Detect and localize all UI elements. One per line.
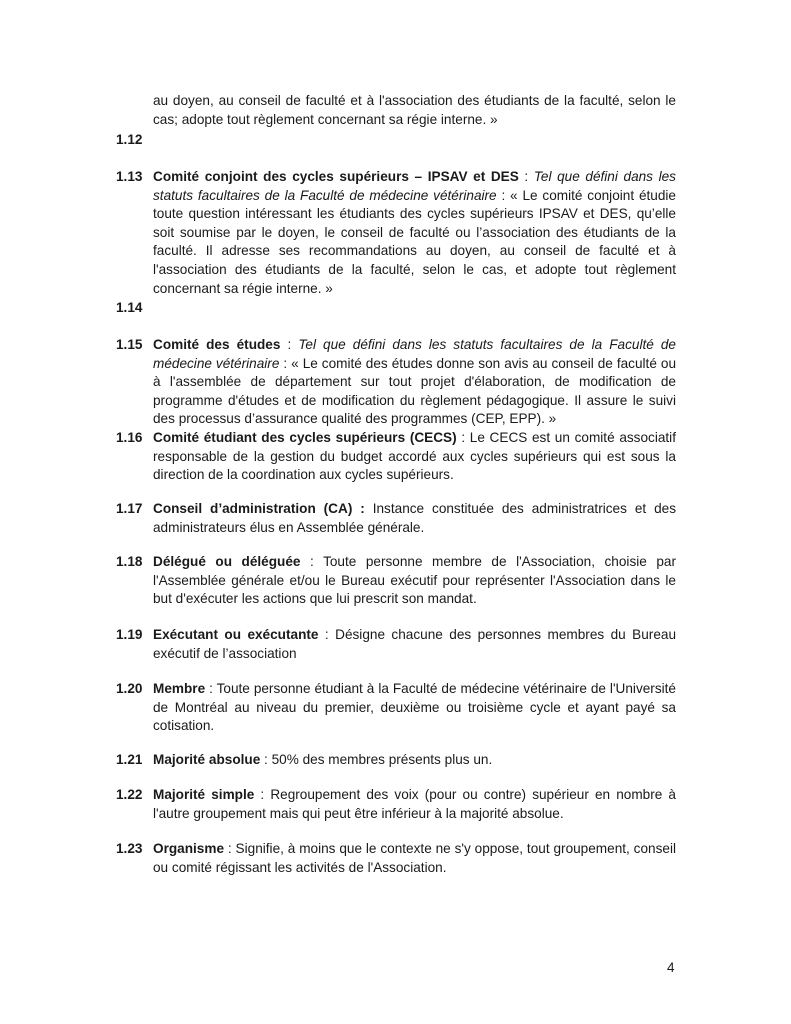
item-text: Instance constituée des administratrices et des administrateurs élus en Assemblée générale. <box>153 501 676 535</box>
item-number: 1.19 <box>116 627 143 642</box>
definition-item-1-15 <box>116 336 676 429</box>
item-reference: Tel que défini dans les statuts facultaires de la Faculté de médecine vétérinaire <box>153 337 676 371</box>
item-text: Toute personne membre de l'Association, choisie par l'Assemblée générale et/ou le Bureau exécutif pour représenter l'Association dans le but d'exécuter les actions que lui prescrit son mandat. <box>153 554 676 607</box>
definition-item-1-13 <box>116 168 676 298</box>
separator: : <box>205 681 217 696</box>
definition-item-1-22 <box>116 786 676 823</box>
separator: : <box>260 752 272 767</box>
definition-item-1-20 <box>116 680 676 736</box>
item-term: Organisme <box>153 841 225 856</box>
item-number: 1.17 <box>116 501 143 516</box>
item-term: Comité étudiant des cycles supérieurs (CECS) <box>153 430 457 445</box>
item-text: Regroupement des voix (pour ou contre) supérieur en nombre à l'autre groupement mais qui peut être inférieur à la majorité absolue. <box>153 787 676 821</box>
item-number: 1.21 <box>116 752 143 767</box>
item-text: : « Le comité conjoint étudie toute question intéressant les étudiants des cycles supérieurs IPSAV et DES, qu’elle soit soumise par le doyen, le conseil de faculté ou l’association des étudiants de la faculté. Il adresse ses recommandations au doyen, au conseil de faculté et à l'association des étudiants de la faculté, selon le cas, et adopte tout règlement concernant sa régie interne. » <box>153 187 676 296</box>
item-number: 1.16 <box>116 430 143 445</box>
item-text: 50% des membres présents plus un. <box>271 752 493 767</box>
separator: : <box>224 841 236 856</box>
separator: : <box>456 430 470 445</box>
item-number: 1.18 <box>116 554 143 569</box>
item-text: Le CECS est un comité associatif responsable de la gestion du budget accordé aux cycles supérieurs qui est sous la direction de la coordination aux cycles supérieurs. <box>153 430 676 483</box>
item-term: Majorité absolue <box>153 752 261 767</box>
item-number: 1.14 <box>116 300 143 315</box>
item-term: Membre <box>153 681 206 696</box>
definition-item-1-21 <box>116 751 676 770</box>
separator: : <box>318 627 336 642</box>
item-term: Comité conjoint des cycles supérieurs – IPSAV et DES <box>153 169 519 184</box>
item-number: 1.20 <box>116 681 143 696</box>
definition-item-1-12 <box>116 131 676 150</box>
item-term: Délégué ou déléguée <box>153 554 301 569</box>
definition-item-1-23 <box>116 840 676 877</box>
item-text: Signifie, à moins que le contexte ne s'y oppose, tout groupement, conseil ou comité régissant les activités de l'Association. <box>153 841 676 875</box>
item-term: Comité des études <box>153 337 281 352</box>
item-text: : « Le comité des études donne son avis au conseil de faculté ou à l'assemblée de département sur tout projet d'élaboration, de modification de programme d'études et de modification du règlement pédagogique. Il assure le suivi des processus d’assurance qualité des programmes (CEP, EPP). » <box>153 355 677 427</box>
item-text: Désigne chacune des personnes membres du Bureau exécutif de l’association <box>153 627 676 661</box>
item-term: Conseil d’administration (CA) : <box>153 501 365 516</box>
item-term: Majorité simple <box>153 787 255 802</box>
item-text: Toute personne étudiant à la Faculté de médecine vétérinaire de l'Université de Montréal au niveau du premier, deuxième ou troisième cycle et ayant payé sa cotisation. <box>153 681 676 734</box>
separator: : <box>518 169 534 184</box>
separator: : <box>300 554 324 569</box>
page-number: 4 <box>667 960 675 975</box>
separator <box>365 501 373 516</box>
definition-item-1-14 <box>116 299 676 318</box>
item-term: Exécutant ou exécutante <box>153 627 319 642</box>
separator: : <box>280 337 299 352</box>
item-number: 1.13 <box>116 169 143 184</box>
item-number: 1.23 <box>116 841 143 856</box>
definition-item-1-16 <box>116 429 676 485</box>
separator: : <box>254 787 271 802</box>
definition-item-1-17 <box>116 500 676 537</box>
item-reference: Tel que défini dans les statuts facultaires de la Faculté de médecine vétérinaire <box>153 169 676 203</box>
continuation-paragraph: au doyen, au conseil de faculté et à l'association des étudiants de la faculté, selon le cas; adopte tout règlement concernant sa régie interne. » <box>153 93 676 127</box>
definition-item-1-19 <box>116 626 676 663</box>
item-number: 1.12 <box>116 132 143 147</box>
item-number: 1.15 <box>116 337 143 352</box>
definition-item-1-18 <box>116 553 676 609</box>
item-number: 1.22 <box>116 787 143 802</box>
